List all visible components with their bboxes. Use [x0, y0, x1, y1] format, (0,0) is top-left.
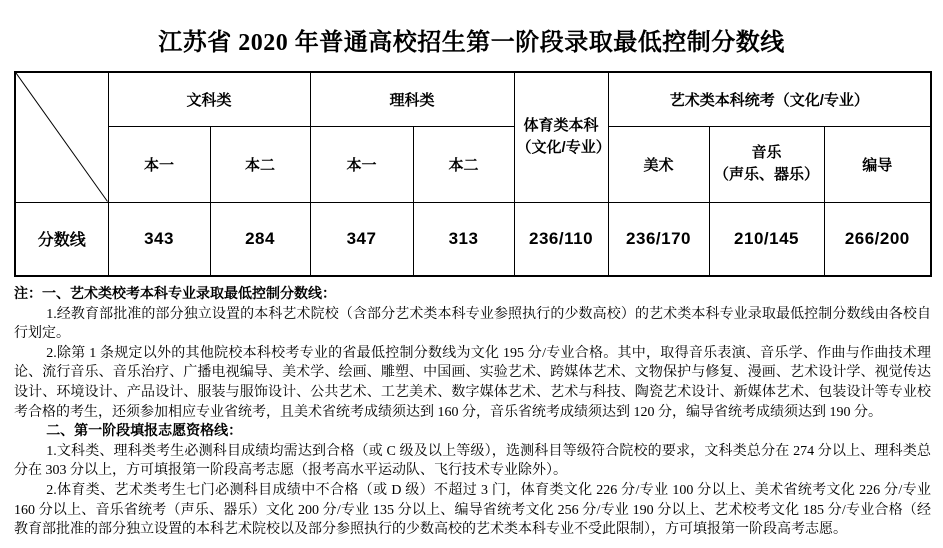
subheader-wen-ben1: 本一	[108, 126, 210, 202]
subheader-li-ben2: 本二	[413, 126, 514, 202]
notes-paragraph-4: 2.体育类、艺术类考生七门必测科目成绩中不合格（或 D 级）不超过 3 门，体育类文化 226 分/专业 100 分以上、美术省统考文化 226 分/专业 160 分以上、音乐省统考（声乐、器乐）文化 200 分/专业 135 分以上、编导省统考文化 256 分/专业 190 分以上、艺术校考文化 185 分/专业合格（经教育部批准的部分独立设置的本科艺术院校以及部分参照执行的少数高校的艺术类本科专业不受此限制），方可填报第一阶段高考志愿。	[14, 482, 931, 538]
notes-paragraph-1: 1.经教育部批准的部分独立设置的本科艺术院校（含部分艺术类本科专业参照执行的少数高校）的艺术类本科专业录取最低控制分数线由各校自行划定。	[14, 306, 931, 342]
notes-paragraph-2: 2.除第 1 条规定以外的其他院校本科校考专业的省最低控制分数线为文化 195 分/专业合格。其中，取得音乐表演、音乐学、作曲与作曲技术理论、流行音乐、音乐治疗、广播电视编导、美术学、绘画、雕塑、中国画、实验艺术、跨媒体艺术、文物保护与修复、漫画、艺术设计学、视觉传达设计、环境设计、产品设计、服装与服饰设计、公共艺术、工艺美术、数字媒体艺术、艺术与科技、陶瓷艺术设计、新媒体艺术、包装设计等专业校考合格的考生，还须参加相应专业省统考，且美术省统考成绩须达到 160 分，音乐省统考成绩须达到 120 分，编导省统考成绩须达到 190 分。	[14, 345, 931, 420]
notes-section	[14, 285, 931, 540]
header-row-sub	[15, 126, 931, 202]
score-row	[15, 202, 931, 276]
diagonal-line-icon	[16, 73, 108, 202]
score-directing: 266/200	[824, 202, 931, 276]
subheader-music-line2: （声乐、器乐）	[714, 166, 820, 183]
score-sports: 236/110	[514, 202, 608, 276]
header-liberal-arts: 文科类	[108, 72, 310, 126]
subheader-li-ben1: 本一	[310, 126, 413, 202]
header-row-groups	[15, 72, 931, 126]
subheader-fine-arts: 美术	[608, 126, 709, 202]
header-sports-line2: （文化/专业）	[516, 139, 611, 157]
score-music: 210/145	[709, 202, 824, 276]
subheader-music-line1: 音乐	[751, 143, 782, 161]
score-row-label: 分数线	[15, 202, 108, 276]
corner-cell	[15, 72, 108, 202]
header-science: 理科类	[310, 72, 514, 126]
score-fine-arts: 236/170	[608, 202, 709, 276]
header-arts-exam: 艺术类本科统考（文化/专业）	[608, 72, 931, 126]
page-title: 江苏省 2020 年普通高校招生第一阶段录取最低控制分数线	[158, 30, 785, 56]
score-wen-ben2: 284	[210, 202, 310, 276]
score-li-ben1: 347	[310, 202, 413, 276]
notes-paragraph-3: 1.文科类、理科类考生必测科目成绩均需达到合格（或 C 级及以上等级），选测科目等级符合院校的要求，文科类总分在 274 分以上、理科类总分在 303 分以上，方可填报第一阶段高考志愿（报考高水平运动队、飞行技术专业除外）。	[14, 443, 931, 479]
subheader-music	[709, 126, 824, 202]
notes-heading-2: 二、第一阶段填报志愿资格线：	[46, 424, 243, 440]
subheader-directing: 编导	[824, 126, 931, 202]
notes-heading-1: 注：一、艺术类校考本科专业录取最低控制分数线：	[14, 287, 336, 302]
score-li-ben2: 313	[413, 202, 514, 276]
score-wen-ben1: 343	[108, 202, 210, 276]
subheader-wen-ben2: 本二	[210, 126, 310, 202]
header-sports	[514, 72, 611, 202]
score-line-table	[14, 71, 932, 277]
header-sports-line1: 体育类本科	[523, 116, 599, 134]
